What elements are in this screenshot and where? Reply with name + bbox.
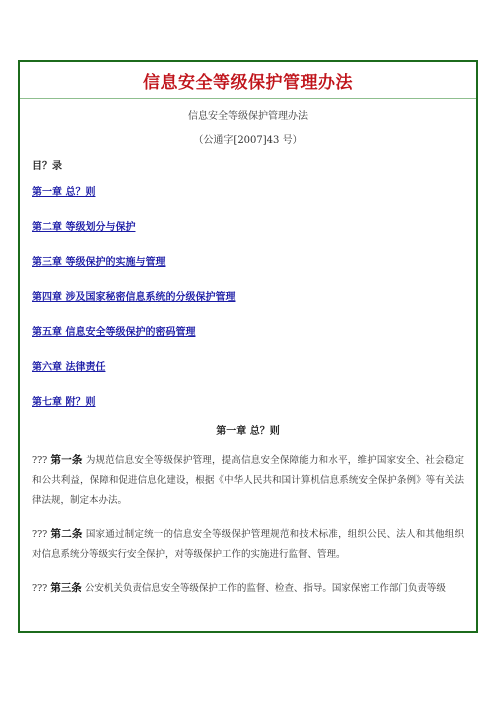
title-bar <box>20 62 476 99</box>
article-2 <box>32 524 464 565</box>
article-3 <box>32 578 464 599</box>
article-text: 公安机关负责信息安全等级保护工作的监督、检查、指导。国家保密工作部门负责等级 <box>84 583 446 594</box>
toc-heading: 目？录 <box>32 161 62 172</box>
article-text: 为规范信息安全等级保护管理，提高信息安全保障能力和水平，维护国家安全、社会稳定和公共利益，保障和促进信息化建设，根据《中华人民共和国计算机信息系统安全保护条例》等有关法律法规，制定本办法。 <box>32 455 464 506</box>
toc-link-chapter-4[interactable]: 第四章 涉及国家秘密信息系统的分级保护管理 <box>32 292 236 303</box>
document-subtitle: 信息安全等级保护管理办法 <box>188 111 308 122</box>
toc-link-chapter-6[interactable]: 第六章 法律责任 <box>32 362 106 373</box>
article-text: 国家通过制定统一的信息安全等级保护管理规范和技术标准，组织公民、法人和其他组织对信息系统分等级实行安全保护，对等级保护工作的实施进行监督、管理。 <box>32 529 464 560</box>
document-frame <box>18 60 478 633</box>
toc-link-chapter-5[interactable]: 第五章 信息安全等级保护的密码管理 <box>32 327 196 338</box>
article-label: 第二条 <box>50 528 83 540</box>
article-indent: ??? <box>32 529 48 540</box>
article-indent: ??? <box>32 455 48 466</box>
toc-link-chapter-2[interactable]: 第二章 等级划分与保护 <box>32 222 136 233</box>
document-content <box>20 107 476 599</box>
article-label: 第一条 <box>50 454 83 466</box>
document-title: 信息安全等级保护管理办法 <box>143 72 353 93</box>
toc-link-chapter-1[interactable]: 第一章 总？则 <box>32 187 96 198</box>
article-1 <box>32 450 464 511</box>
chapter-heading: 第一章 总？则 <box>216 426 280 437</box>
article-indent: ??? <box>32 583 48 594</box>
document-number: （公通字[2007]43 号） <box>193 135 303 146</box>
toc-link-chapter-7[interactable]: 第七章 附？则 <box>32 397 96 408</box>
table-of-contents <box>32 183 464 408</box>
article-label: 第三条 <box>50 582 82 594</box>
toc-link-chapter-3[interactable]: 第三章 等级保护的实施与管理 <box>32 257 166 268</box>
